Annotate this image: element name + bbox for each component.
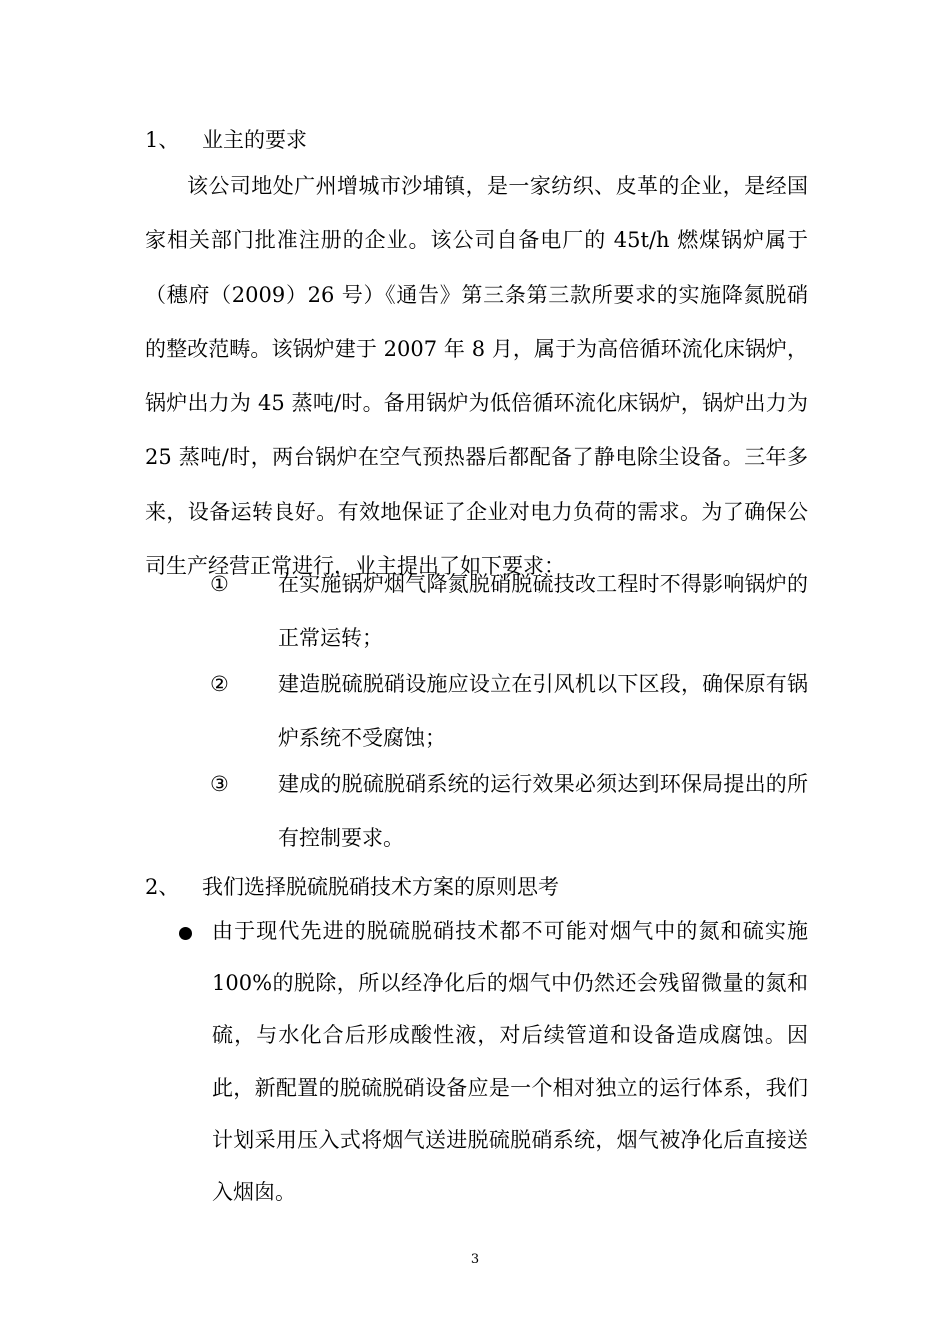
section-2-title: 我们选择脱硫脱硝技术方案的原则思考 — [202, 875, 559, 899]
section-1-paragraph: 该公司地处广州增城市沙埔镇，是一家纺织、皮革的企业，是经国家相关部门批准注册的企业。该公司自备电厂的 45t/h 燃煤锅炉属于（穗府（2009）26 号）《通告》第三条第三款所要求的实施降氮脱硝的整改范畴。该锅炉建于 2007 年 8 月，属于为高倍循环流化床锅炉，锅炉出力为 45 蒸吨/时。备用锅炉为低倍循环流化床锅炉，锅炉出力为 25 蒸吨/时，两台锅炉在空气预热器后都配备了静电除尘设备。三年多来，设备运转良好。有效地保证了企业对电力负荷的需求。为了确保公司生产经营正常进行，业主提出了如下要求： — [145, 174, 808, 579]
requirement-text: 建造脱硫脱硝设施应设立在引风机以下区段，确保原有锅炉系统不受腐蚀； — [278, 672, 808, 750]
requirement-marker: ① — [210, 572, 229, 596]
bullet-dot-icon — [179, 927, 192, 940]
requirement-text: 建成的脱硫脱硝系统的运行效果必须达到环保局提出的所有控制要求。 — [278, 772, 808, 850]
section-2-number: 2、 — [145, 875, 180, 899]
section-1-title: 业主的要求 — [202, 128, 307, 152]
bullet-text: 由于现代先进的脱硫脱硝技术都不可能对烟气中的氮和硫实施 100%的脱除，所以经净化后的烟气中仍然还会残留微量的氮和硫，与水化合后形成酸性液，对后续管道和设备造成腐蚀。因此，新配置的脱硫脱硝设备应是一个相对独立的运行体系，我们计划采用压入式将烟气送进脱硫脱硝系统，烟气被净化后直接送入烟囱。 — [212, 919, 808, 1205]
page-number: 3 — [470, 1252, 480, 1267]
requirement-marker: ③ — [210, 772, 229, 796]
section-1-number: 1、 — [145, 128, 180, 152]
requirement-marker: ② — [210, 672, 229, 696]
requirement-text: 在实施锅炉烟气降氮脱硝脱硫技改工程时不得影响锅炉的正常运转； — [278, 572, 808, 650]
